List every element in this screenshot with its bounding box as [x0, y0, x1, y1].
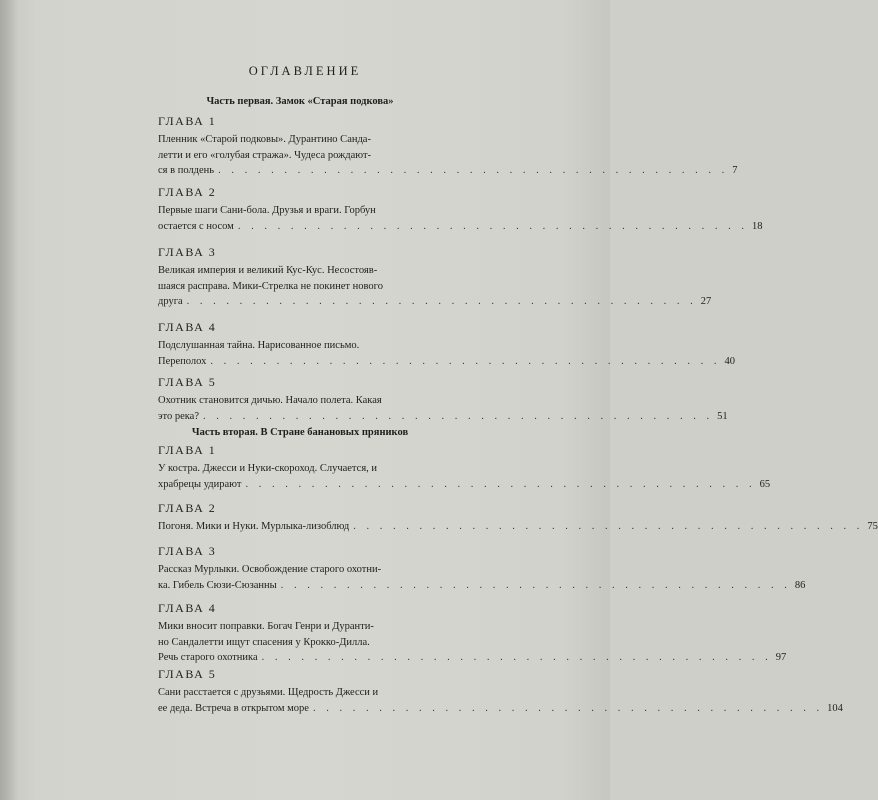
chapter-description-text: ся в полдень	[158, 165, 215, 176]
chapter-description-line	[158, 163, 738, 179]
part-heading: Часть вторая. В Стране банановых пряников	[191, 427, 409, 438]
chapter-entry[interactable]	[158, 667, 843, 716]
chapter-label: ГЛАВА 1	[158, 443, 217, 457]
leader-dots: . . . . . . . . . . . . . . . . . . . . . . . . . . . . . . . . . . . . . . .	[218, 165, 729, 176]
chapter-label: ГЛАВА 4	[158, 320, 217, 334]
chapter-description-line	[158, 263, 458, 279]
chapter-description-text: остается с носом	[158, 220, 234, 232]
chapter-description-text: но Сандалетти ищут спасения у Крокко-Дилла.	[158, 636, 370, 648]
chapter-entry[interactable]	[158, 544, 806, 593]
chapter-label: ГЛАВА 2	[158, 501, 217, 515]
page-number: 97	[775, 652, 787, 663]
chapter-entry[interactable]	[158, 320, 735, 369]
page-number: 40	[724, 355, 735, 367]
chapter-description-line	[158, 701, 843, 717]
chapter-description-line	[158, 132, 458, 148]
toc-title: ОГЛАВЛЕНИЕ	[248, 64, 362, 78]
chapter-description-text: ка. Гибель Сюзи-Сюзанны	[158, 579, 277, 591]
chapter-description-text: друга	[158, 296, 183, 307]
page-number: 86	[794, 579, 806, 591]
chapter-description-text: Переполох	[158, 355, 207, 367]
page-number: 65	[759, 478, 771, 490]
page-number: 51	[717, 410, 728, 422]
chapter-description-line	[158, 409, 728, 425]
leader-dots: . . . . . . . . . . . . . . . . . . . . . . . . . . . . . . . . . . . . . . .	[245, 478, 756, 490]
leader-dots: . . . . . . . . . . . . . . . . . . . . . . . . . . . . . . . . . . . . . . .	[261, 652, 772, 663]
chapter-description-line	[158, 294, 712, 310]
chapter-description-text: Рассказ Мурлыки. Освобождение старого охотни-	[158, 564, 382, 575]
chapter-description-text: храбрецы удирают	[158, 478, 242, 490]
page-number: 7	[732, 165, 738, 176]
chapter-description-line	[158, 477, 771, 493]
chapter-description-text: шаяся расправа. Мики-Стрелка не покинет нового	[158, 280, 383, 292]
page-number: 75	[867, 521, 878, 532]
chapter-description-text: летти и его «голубая стража». Чудеса рождают-	[158, 149, 372, 161]
leader-dots: . . . . . . . . . . . . . . . . . . . . . . . . . . . . . . . . . . . . . . .	[186, 296, 697, 307]
chapter-description-line	[158, 219, 763, 235]
chapter-entry[interactable]	[158, 185, 763, 234]
chapter-description-text: Мики вносит поправки. Богач Генри и Дуранти-	[158, 621, 374, 632]
chapter-description-line	[158, 578, 806, 594]
chapter-entry[interactable]	[158, 375, 728, 424]
chapter-description-line	[158, 338, 458, 354]
leader-dots: . . . . . . . . . . . . . . . . . . . . . . . . . . . . . . . . . . . . . . .	[280, 579, 791, 591]
chapter-entry[interactable]	[158, 443, 771, 492]
chapter-description-text: Речь старого охотника	[158, 652, 258, 663]
chapter-description-text: Первые шаги Сани-бола. Друзья и враги. Горбун	[158, 205, 376, 216]
chapter-description-line	[158, 354, 735, 370]
chapter-label: ГЛАВА 4	[158, 601, 217, 615]
chapter-description-text: У костра. Джесси и Нуки-скороход. Случается, и	[158, 463, 378, 474]
chapter-description-text: ее деда. Встреча в открытом море	[158, 702, 309, 714]
chapter-description-text: Сани расстается с друзьями. Щедрость Джесси и	[158, 687, 379, 698]
chapter-description-text: это река?	[158, 410, 200, 422]
chapter-description-line	[158, 635, 458, 651]
chapter-description-line	[158, 148, 458, 164]
chapter-label: ГЛАВА 5	[158, 375, 217, 389]
part-heading: Часть первая. Замок «Старая подкова»	[206, 96, 394, 107]
chapter-entry[interactable]	[158, 501, 878, 535]
page-number: 18	[751, 220, 763, 232]
chapter-label: ГЛАВА 5	[158, 667, 217, 681]
chapter-label: ГЛАВА 2	[158, 185, 217, 199]
page-number: 104	[827, 702, 843, 714]
chapter-description-line	[158, 461, 458, 477]
chapter-description-text: Подслушанная тайна. Нарисованное письмо.	[158, 340, 360, 351]
chapter-label: ГЛАВА 3	[158, 544, 217, 558]
chapter-description-line	[158, 650, 787, 666]
chapter-entry[interactable]	[158, 601, 787, 666]
chapter-label: ГЛАВА 1	[158, 114, 217, 128]
leader-dots: . . . . . . . . . . . . . . . . . . . . . . . . . . . . . . . . . . . . . . .	[210, 355, 721, 367]
chapter-description-line	[158, 203, 458, 219]
leader-dots: . . . . . . . . . . . . . . . . . . . . . . . . . . . . . . . . . . . . . . .	[203, 410, 714, 422]
chapter-description-text: Великая империя и великий Кус-Кус. Несостояв-	[158, 265, 378, 276]
page-number: 27	[700, 296, 712, 307]
chapter-description-line	[158, 279, 458, 295]
spine-shadow	[0, 0, 18, 800]
chapter-entry[interactable]	[158, 114, 738, 179]
chapter-description-text: Погоня. Мики и Нуки. Мурлыка-лизоблюд	[158, 521, 350, 532]
chapter-entry[interactable]	[158, 245, 712, 310]
chapter-description-line	[158, 519, 878, 535]
chapter-description-text: Охотник становится дичью. Начало полета. Какая	[158, 395, 382, 406]
chapter-description-line	[158, 562, 458, 578]
chapter-description-line	[158, 393, 458, 409]
leader-dots: . . . . . . . . . . . . . . . . . . . . . . . . . . . . . . . . . . . . . . .	[237, 220, 748, 232]
leader-dots: . . . . . . . . . . . . . . . . . . . . . . . . . . . . . . . . . . . . . . .	[312, 702, 824, 714]
chapter-description-line	[158, 685, 458, 701]
chapter-description-text: Пленник «Старой подковы». Дурантино Санда-	[158, 134, 371, 145]
leader-dots: . . . . . . . . . . . . . . . . . . . . . . . . . . . . . . . . . . . . . . .	[353, 521, 864, 532]
chapter-description-line	[158, 619, 458, 635]
chapter-label: ГЛАВА 3	[158, 245, 217, 259]
